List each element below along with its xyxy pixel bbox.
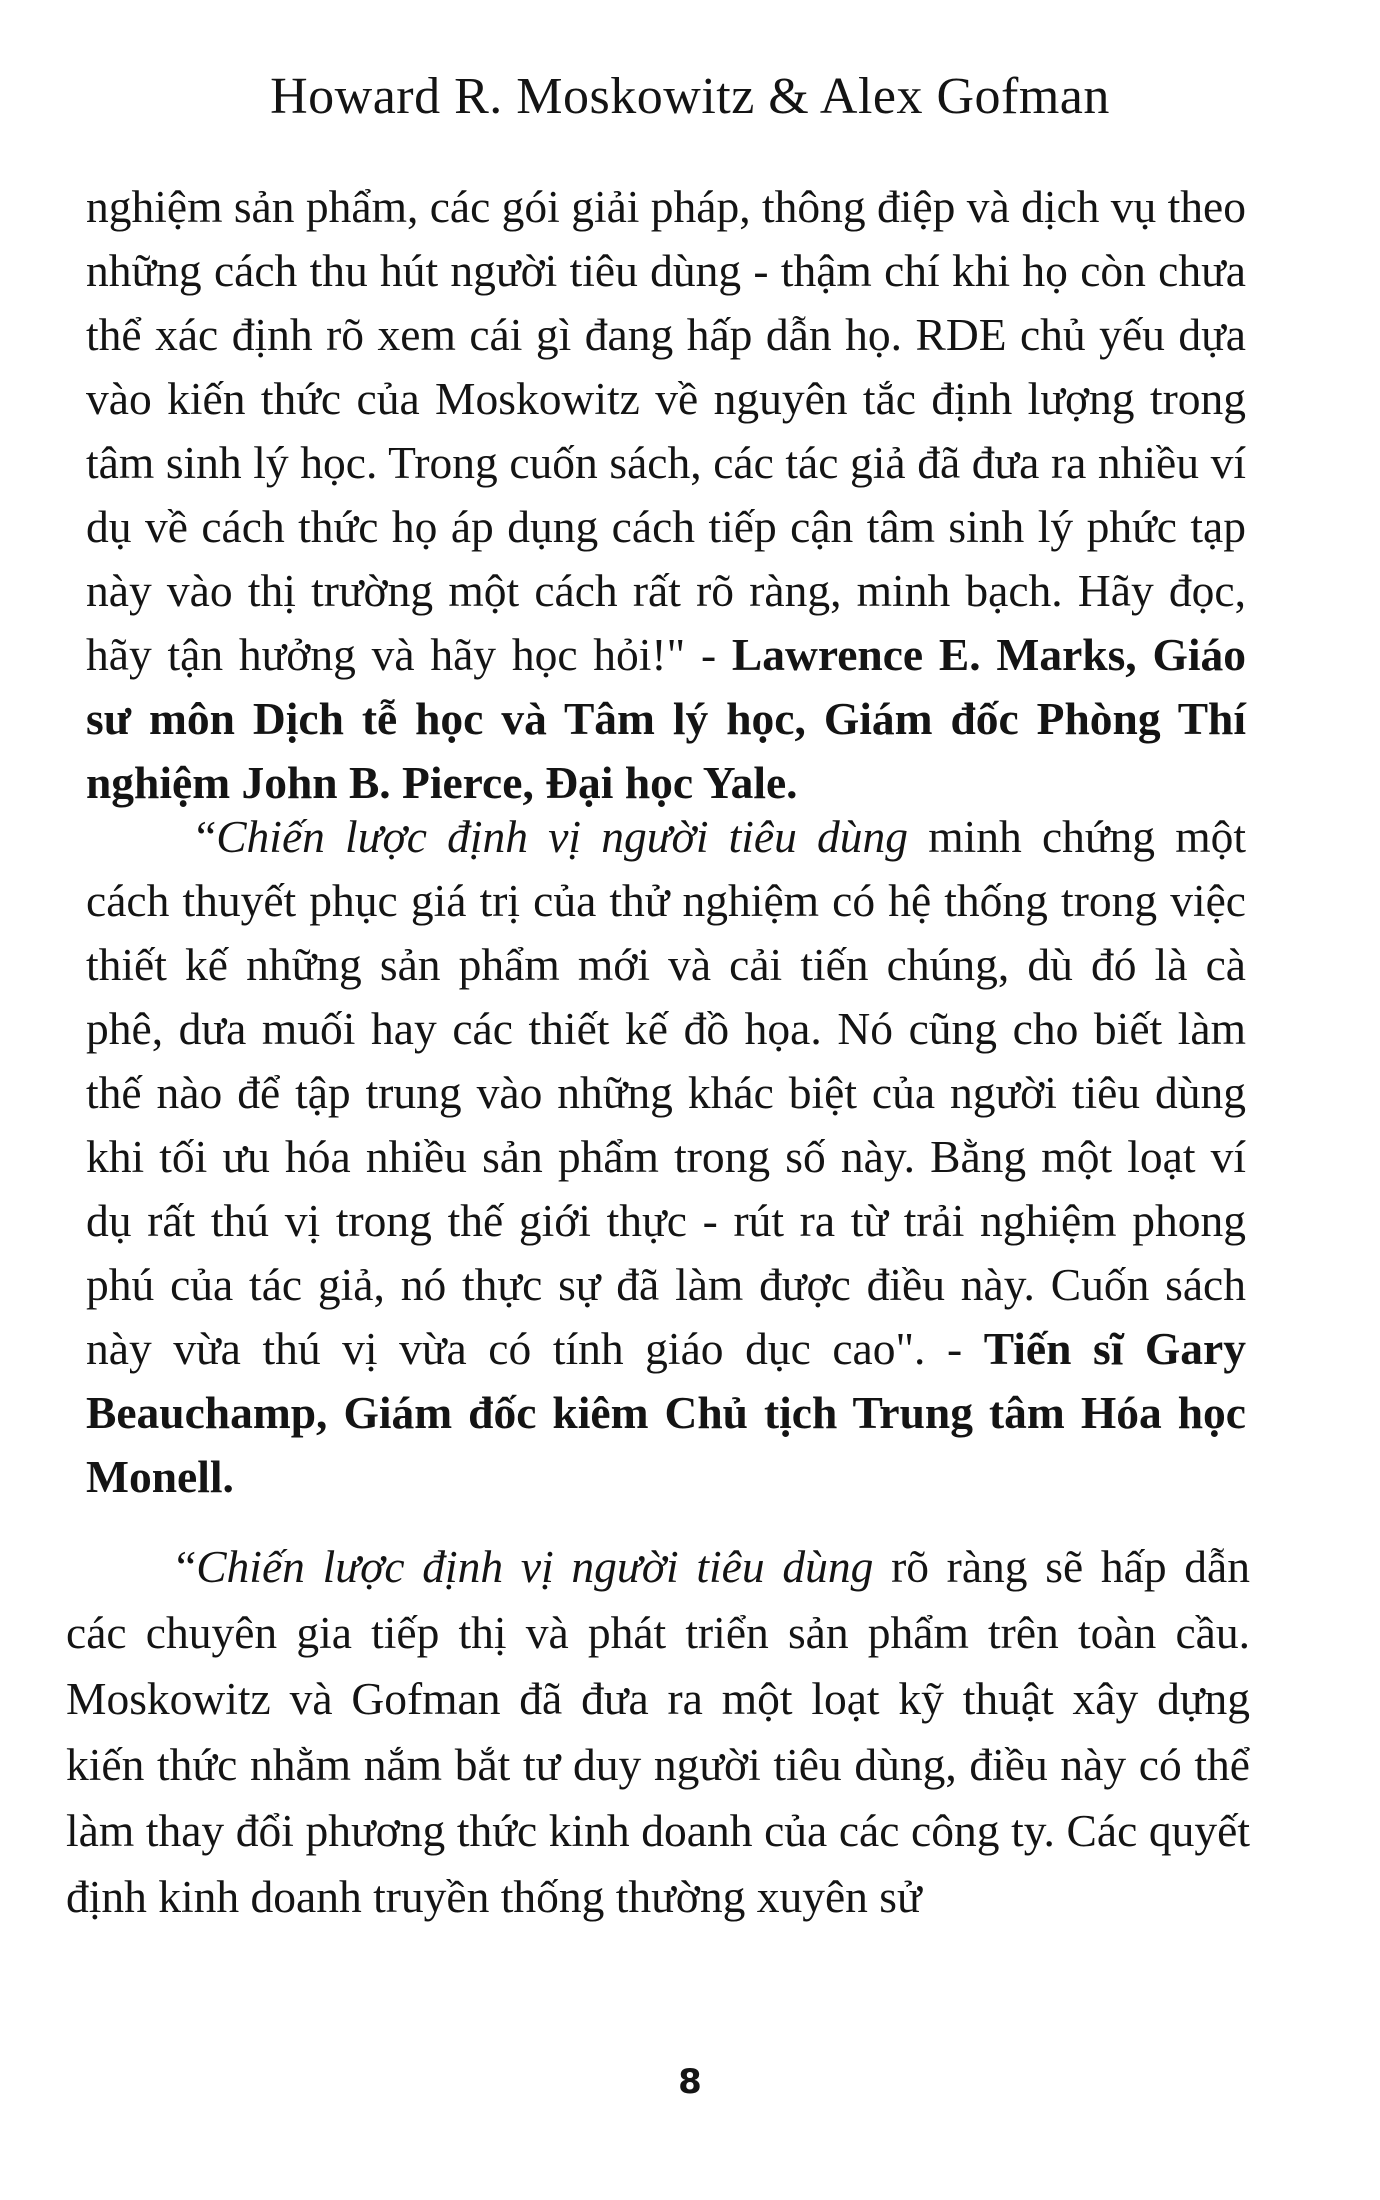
paragraph-3-book-title: Chiến lược định vị người tiêu dùng bbox=[196, 1541, 874, 1592]
paragraph-3-body: rõ ràng sẽ hấp dẫn các chuyên gia tiếp thị và phát triển sản phẩm trên toàn cầu. Moskowitz và Gofman đã đưa ra một loạt kỹ thuật xây dựng kiến thức nhằm nắm bắt tư duy người tiêu dùng, điều này có thể làm thay đổi phương thức kinh doanh của các công ty. Các quyết định kinh doanh truyền thống thường xuyên sử bbox=[66, 1541, 1250, 1922]
paragraph-2-body: minh chứng một cách thuyết phục giá trị của thử nghiệm có hệ thống trong việc thiết kế những sản phẩm mới và cải tiến chúng, dù đó là cà phê, dưa muối hay các thiết kế đồ họa. Nó cũng cho biết làm thế nào để tập trung vào những khác biệt của người tiêu dùng khi tối ưu hóa nhiều sản phẩm trong số này. Bằng một loạt ví dụ rất thú vị trong thế giới thực - rút ra từ trải nghiệm phong phú của tác giả, nó thực sự đã làm được điều này. Cuốn sách này vừa thú vị vừa có tính giáo dục cao". - bbox=[86, 811, 1246, 1374]
paragraph-block-1 bbox=[86, 175, 1246, 815]
paragraph-2-book-title: Chiến lược định vị người tiêu dùng bbox=[216, 811, 909, 862]
paragraph-2 bbox=[86, 805, 1246, 1509]
paragraph-3 bbox=[66, 1534, 1250, 1930]
paragraph-3-open-quote: “ bbox=[176, 1541, 197, 1592]
paragraph-block-3 bbox=[66, 1534, 1250, 1930]
paragraph-2-attribution: Tiến sĩ Gary Beauchamp, Giám đốc kiêm Chủ tịch Trung tâm Hóa học Monell. bbox=[86, 1323, 1246, 1502]
paragraph-1 bbox=[86, 175, 1246, 815]
paragraph-1-body: nghiệm sản phẩm, các gói giải pháp, thông điệp và dịch vụ theo những cách thu hút người tiêu dùng - thậm chí khi họ còn chưa thể xác định rõ xem cái gì đang hấp dẫn họ. RDE chủ yếu dựa vào kiến thức của Moskowitz về nguyên tắc định lượng trong tâm sinh lý học. Trong cuốn sách, các tác giả đã đưa ra nhiều ví dụ về cách thức họ áp dụng cách tiếp cận tâm sinh lý phức tạp này vào thị trường một cách rất rõ ràng, minh bạch. Hãy đọc, hãy tận hưởng và hãy học hỏi!" - bbox=[86, 181, 1246, 680]
running-header: Howard R. Moskowitz & Alex Gofman bbox=[270, 68, 1110, 125]
paragraph-block-2 bbox=[86, 805, 1246, 1509]
paragraph-1-attribution: Lawrence E. Marks, Giáo sư môn Dịch tễ học và Tâm lý học, Giám đốc Phòng Thí nghiệm John B. Pierce, Đại học Yale. bbox=[86, 629, 1246, 808]
paragraph-2-open-quote: “ bbox=[196, 811, 217, 862]
page-number: 8 bbox=[678, 2062, 702, 2102]
